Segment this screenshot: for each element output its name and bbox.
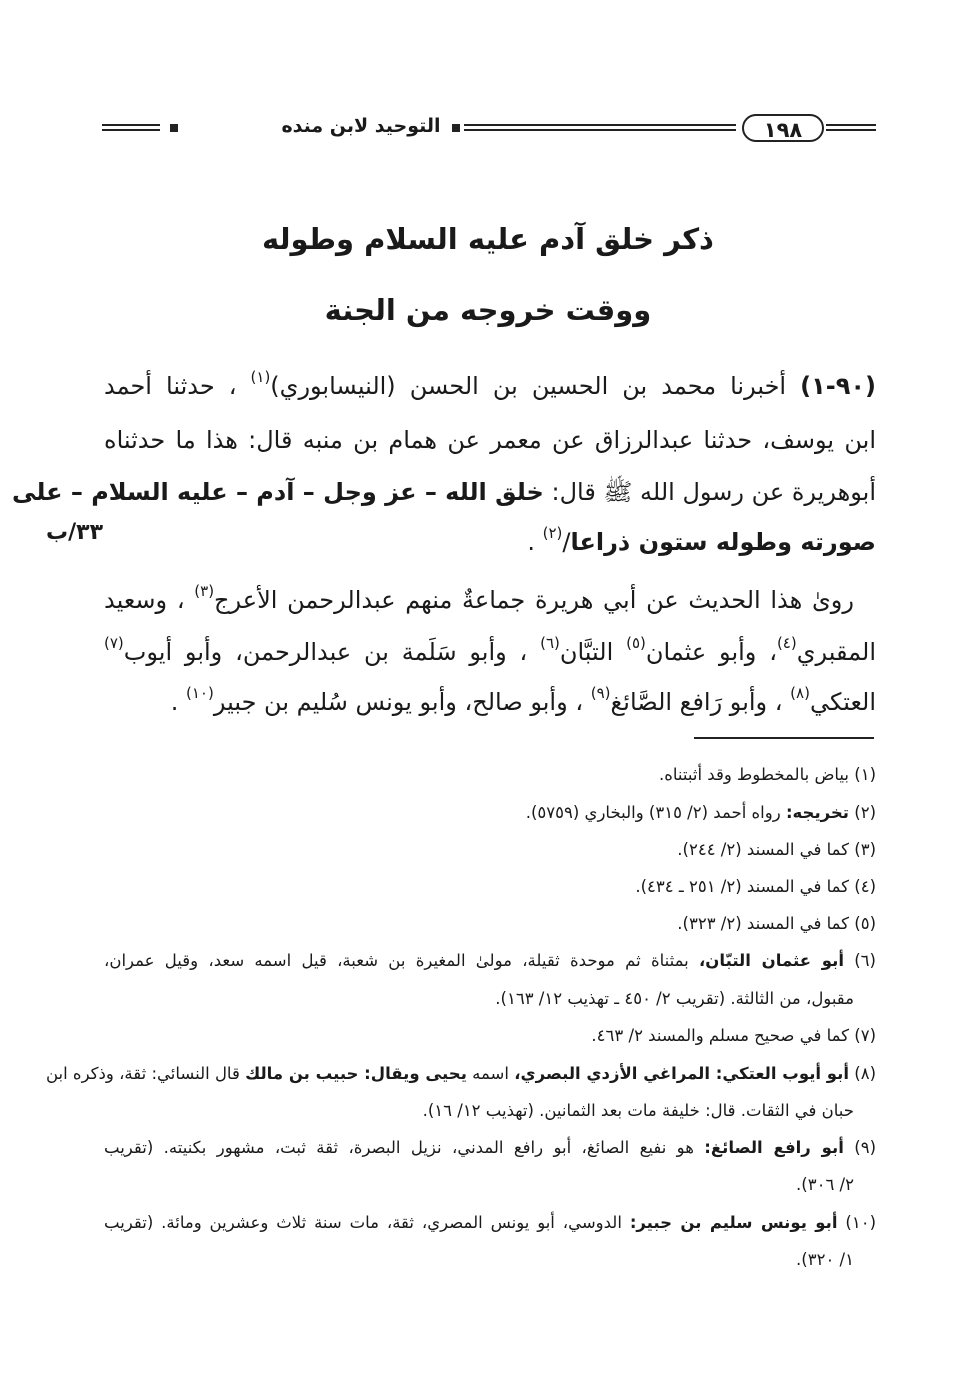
narration-line-3: العتكي$^{(٨)}$ ، وأبو رَافع الصَّائغ$^{(٩)}$ ، وأبو صالح، وأبو يونس سُليم بن جبير$^{(١٠)}$ .: [170, 684, 876, 716]
header-square-left: [170, 124, 178, 132]
footnote-label: أبو يونس سليم بن جبير:: [629, 1213, 838, 1232]
narration-line-2: [104, 630, 876, 674]
footnote-10-cont: ١/ ٣٢٠).: [796, 1250, 854, 1269]
hadith-matn: صورته وطوله ستون ذراعا: [570, 528, 876, 556]
narration-text: ، وسعيد: [104, 586, 185, 614]
narration-line-1: [104, 578, 876, 622]
footnote-ref: (٩): [590, 684, 611, 702]
narration-text: العتكي: [809, 688, 876, 716]
footnote-4: (٤) كما في المسند (٢/ ٢٥١ ـ ٤٣٤).: [635, 877, 876, 896]
narration-text: ، وأبو عثمان: [645, 638, 777, 666]
hadith-number: (٩٠-١): [800, 372, 877, 400]
narration-text: المقبري: [796, 638, 876, 666]
footnote-ref: (٣): [194, 582, 215, 600]
footnote-text: اسمه: [472, 1064, 509, 1083]
footnote-3: (٣) كما في المسند (٢/ ٢٤٤).: [677, 840, 876, 859]
footnote-ref: (٢): [542, 524, 563, 542]
header-rule-middle: [464, 124, 736, 131]
footnote-1: (١) بياض بالمخطوط وقد أثبتناه.: [659, 765, 876, 784]
footnote-ref: (١): [250, 368, 271, 386]
footnote-ref: (٦): [540, 634, 560, 652]
header-rule-right: [826, 124, 876, 131]
footnote-8-cont: حبان في الثقات. قال: خليفة مات بعد الثمانين. (تهذيب ١٢/ ١٦).: [422, 1101, 854, 1120]
footnote-label: يحيى ويقال: حبيب بن مالك: [245, 1064, 467, 1083]
footnote-number: (٨): [854, 1064, 876, 1083]
running-title: التوحيد لابن منده: [281, 115, 441, 137]
footnote-5: (٥) كما في المسند (٢/ ٣٢٣).: [677, 914, 876, 933]
footnote-6: [104, 944, 876, 978]
footnote-label: تخريجه:: [785, 803, 849, 822]
hadith-text: أخبرنا محمد بن الحسين بن الحسن (النيسابوري): [270, 372, 787, 400]
hadith-line-3: [12, 470, 876, 514]
footnote-number: (٢): [854, 803, 876, 822]
footnote-separator: [694, 737, 874, 739]
footnote-8: [45, 1057, 876, 1091]
running-header: [102, 112, 876, 146]
hadith-line-4: صورته وطوله ستون ذراعا/$^{(٢)}$ .: [527, 524, 876, 556]
narration-text: روىٰ هذا الحديث عن أبي هريرة جماعةٌ منهم عبدالرحمن الأعرج: [214, 586, 854, 614]
footnote-ref: (٥): [626, 634, 646, 652]
footnote-number: (٦): [854, 951, 876, 970]
header-rule-left: [102, 124, 160, 131]
footnote-2: [104, 796, 876, 830]
footnote-ref: (٧): [104, 634, 124, 652]
footnote-text: بمثناة ثم موحدة ثقيلة، مولىٰ المغيرة بن شعبة، قيل اسمه سعد، وقيل عمران،: [104, 951, 689, 970]
footnote-9: [104, 1131, 876, 1165]
footnote-text: قال النسائي: ثقة، وذكره ابن: [45, 1064, 240, 1083]
header-square-right: [452, 124, 460, 132]
footnote-10: [104, 1206, 876, 1240]
footnote-label: أبو عثمان التبّان،: [699, 951, 844, 970]
footnote-label: أبو رافع الصائغ:: [704, 1138, 844, 1157]
footnote-6-cont: مقبول، من الثالثة. (تقريب ٢/ ٤٥٠ ـ تهذيب ١٢/ ١٦٣).: [495, 989, 854, 1008]
narration-text: ، وأبو رَافع الصَّائغ: [610, 688, 783, 716]
footnote-ref: (٤): [776, 634, 797, 652]
footnote-text: رواه أحمد (٢/ ٣١٥) والبخاري (٥٧٥٩).: [525, 803, 781, 822]
hadith-text: أبوهريرة عن رسول الله ﷺ قال:: [551, 478, 876, 506]
footnote-ref: (١٠): [186, 684, 214, 702]
hadith-text: ، حدثنا أحمد: [104, 372, 237, 400]
footnote-text: هو نفيع الصائغ، أبو رافع المدني، نزيل البصرة، ثقة ثبت، مشهور بكنيته. (تقريب: [104, 1138, 694, 1157]
chapter-title-line2: ووقت خروجه من الجنة: [324, 293, 652, 327]
footnote-ref: (٨): [790, 684, 810, 702]
narration-text: ، وأبو صالح، وأبو يونس سُليم بن جبير: [213, 688, 584, 716]
footnote-label: أبو أيوب العتكي: المراغي الأزدي البصري،: [514, 1064, 849, 1083]
footnote-number: (٩): [854, 1138, 877, 1157]
chapter-title-line1: ذكر خلق آدم عليه السلام وطوله: [262, 222, 714, 256]
footnote-9-cont: ٢/ ٣٠٦).: [796, 1175, 854, 1194]
hadith-matn: خلق الله – عز وجل – آدم – عليه السلام – على: [12, 478, 544, 506]
hadith-line-2: ابن يوسف، حدثنا عبدالرزاق عن معمر عن همام بن منبه قال: هذا ما حدثناه: [104, 426, 876, 454]
manuscript-folio-ref: ٣٣/ب: [46, 520, 104, 545]
footnote-number: (١٠): [845, 1213, 876, 1232]
page-number: ١٩٨: [742, 114, 824, 142]
footnote-text: الدوسي، أبو يونس المصري، ثقة، مات سنة ثلاث وعشرين ومائة. (تقريب: [104, 1213, 622, 1232]
footnote-7: (٧) كما في صحيح مسلم والمسند ٢/ ٤٦٣.: [591, 1026, 876, 1045]
hadith-line-1: [104, 364, 876, 408]
narration-text: التبَّان: [559, 638, 614, 666]
narration-text: ، وأبو سَلَمة بن عبدالرحمن، وأبو أيوب: [123, 638, 528, 666]
